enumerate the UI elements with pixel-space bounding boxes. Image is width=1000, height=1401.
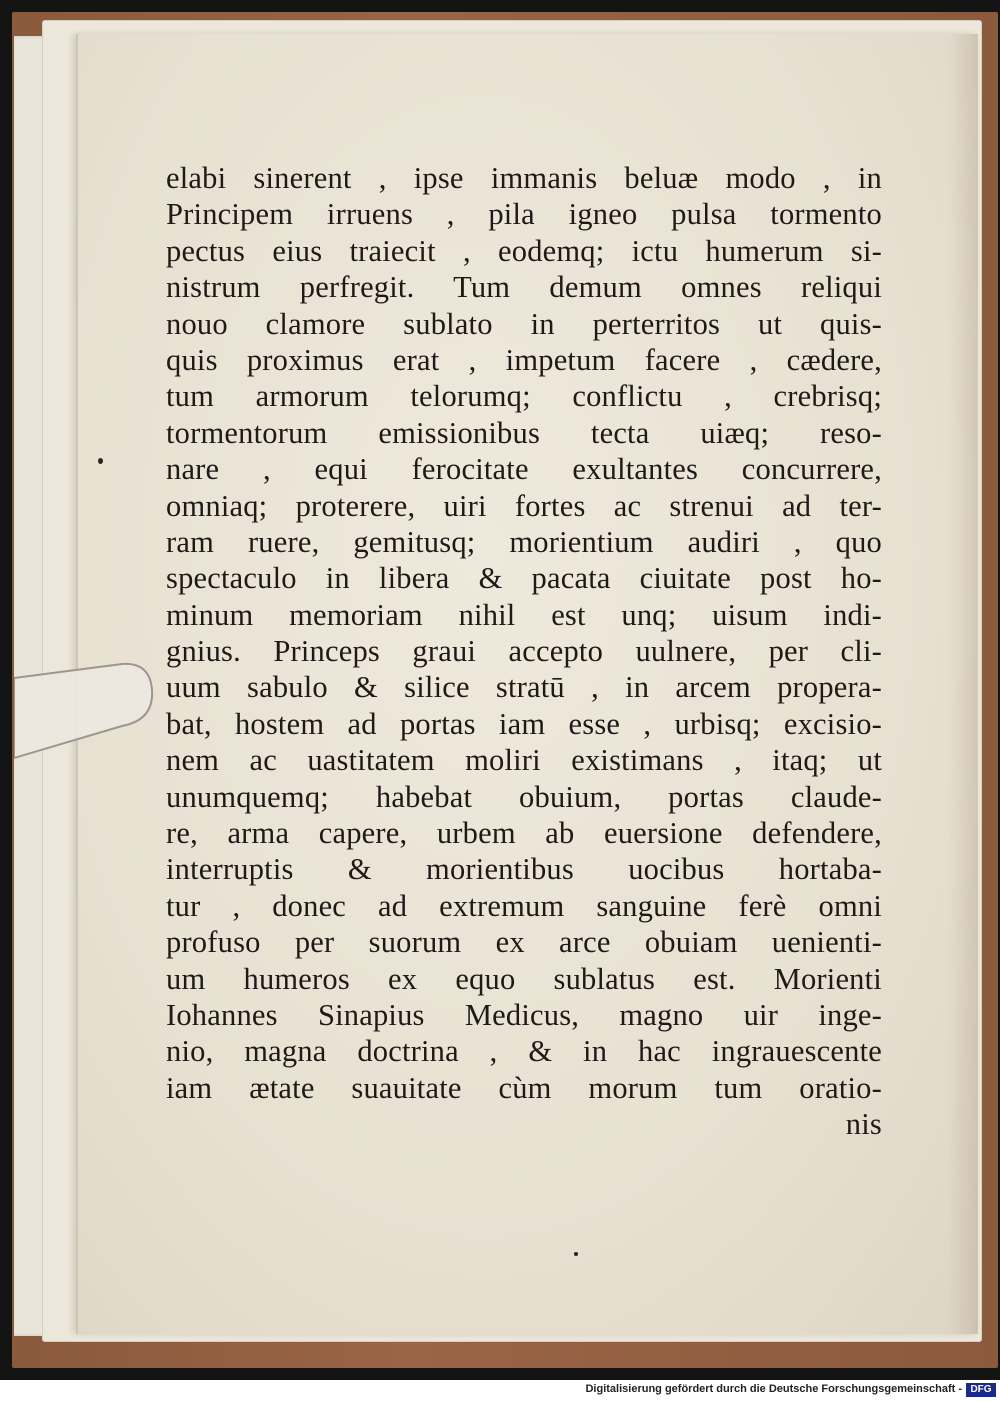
text-line: ram ruere, gemitusq; morientium audiri , quo xyxy=(166,524,882,559)
text-line: nem ac uastitatem moliri existimans , itaq; ut xyxy=(166,743,882,778)
page-text xyxy=(166,160,882,1143)
ink-speck xyxy=(98,458,103,464)
footer-bar xyxy=(0,1380,1000,1401)
text-line: um humeros ex equo sublatus est. Morienti xyxy=(166,961,882,996)
text-line: Principem irruens , pila igneo pulsa tormento xyxy=(166,197,882,232)
text-line: nio, magna doctrina , & in hac ingrauescente xyxy=(166,1034,882,1069)
text-line: unumquemq; habebat obuium, portas claude- xyxy=(166,779,882,814)
text-line: pectus eius traiecit , eodemq; ictu humerum si- xyxy=(166,233,882,268)
bookmark-clip xyxy=(14,660,154,760)
text-line: tur , donec ad extremum sanguine ferè omni xyxy=(166,888,882,923)
text-line: nouo clamore sublato in perterritos ut quis- xyxy=(166,306,882,341)
text-line: tum armorum telorumq; conflictu , crebrisq; xyxy=(166,379,882,414)
ink-speck xyxy=(574,1252,578,1256)
text-line: interruptis & morientibus uocibus hortaba- xyxy=(166,852,882,887)
text-line: bat, hostem ad portas iam esse , urbisq; excisio- xyxy=(166,706,882,741)
text-line: spectaculo in libera & pacata ciuitate post ho- xyxy=(166,561,882,596)
text-line: nare , equi ferocitate exultantes concurrere, xyxy=(166,452,882,487)
text-line: iam ætate suauitate cùm morum tum oratio- xyxy=(166,1070,882,1105)
catchword: nis xyxy=(845,1107,882,1142)
text-line: minum memoriam nihil est unq; uisum indi- xyxy=(166,597,882,632)
text-line: profuso per suorum ex arce obuiam uenienti- xyxy=(166,925,882,960)
text-line: re, arma capere, urbem ab euersione defendere, xyxy=(166,816,882,851)
gutter-shadow xyxy=(948,34,978,1334)
text-line: uum sabulo & silice stratū , in arcem propera- xyxy=(166,670,882,705)
text-line: omniaq; proterere, uiri fortes ac strenui ad ter- xyxy=(166,488,882,523)
funding-credit: Digitalisierung gefördert durch die Deutsche Forschungsgemeinschaft - xyxy=(585,1383,962,1395)
text-line: elabi sinerent , ipse immanis beluæ modo , in xyxy=(166,161,882,195)
text-line: quis proximus erat , impetum facere , cædere, xyxy=(166,342,882,377)
text-line: gnius. Princeps graui accepto uulnere, per cli- xyxy=(166,634,882,669)
text-line: nistrum perfregit. Tum demum omnes reliqui xyxy=(166,270,882,305)
dfg-logo: DFG xyxy=(966,1383,996,1397)
text-line: Iohannes Sinapius Medicus, magno uir inge- xyxy=(166,997,882,1032)
text-line: tormentorum emissionibus tecta uiæq; reso- xyxy=(166,415,882,450)
